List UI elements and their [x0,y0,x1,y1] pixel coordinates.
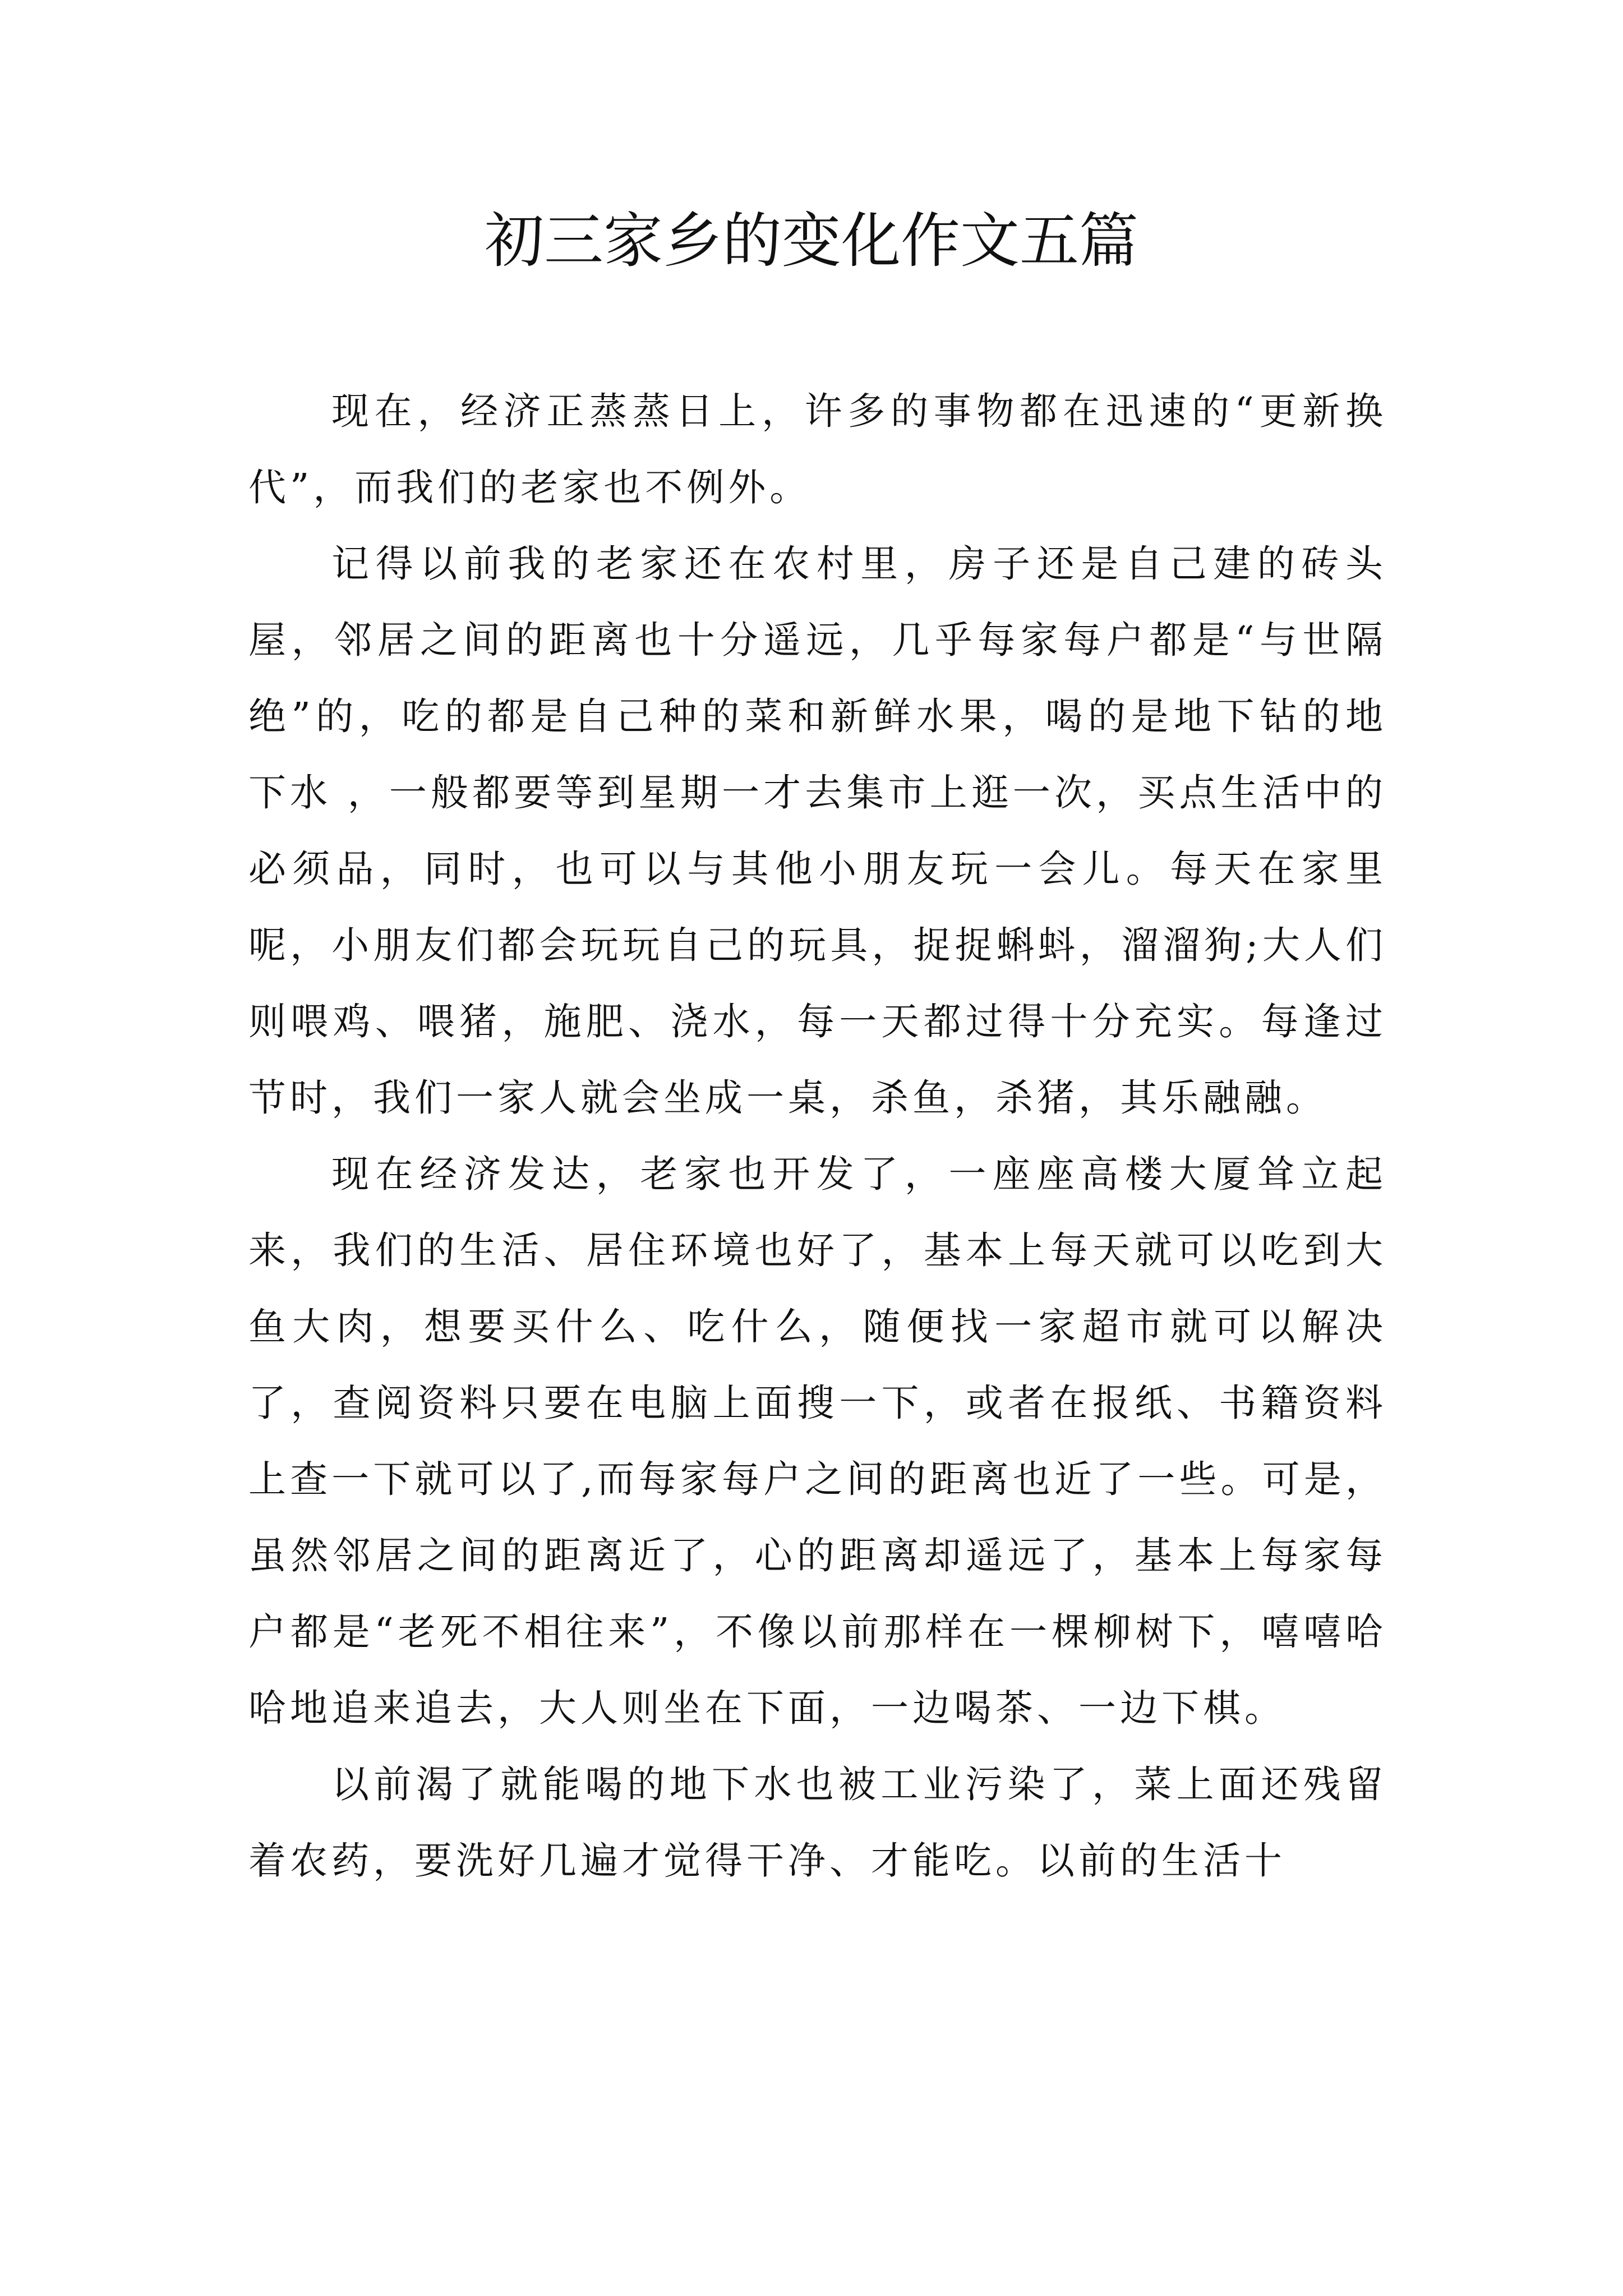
document-title: 初三家乡的变化作文五篇 [485,206,1138,275]
paragraph-2: 记得以前我的老家还在农村里，房子还是自己建的砖头屋，邻居之间的距离也十分遥远，几乎每家每户都是“与世隔绝”的，吃的都是自己种的菜和新鲜水果，喝的是地下钻的地下水 ，一般都要等到星期一才去集市上逛一次，买点生活中的必须品，同时，也可以与其他小朋友玩一会儿。每天在家里呢，小朋友们都会玩玩自己的玩具，捉捉蝌蚪，溜溜狗;大人们则喂鸡、喂猪，施肥、浇水，每一天都过得十分充实。每逢过节时，我们一家人就会坐成一桌，杀鱼，杀猪，其乐融融。 [248,542,1387,1120]
paragraph-4: 以前渴了就能喝的地下水也被工业污染了，菜上面还残留着农药，要洗好几遍才觉得干净、才能吃。以前的生活十 [248,1763,1387,1883]
paragraph-3: 现在经济发达，老家也开发了，一座座高楼大厦耸立起来，我们的生活、居住环境也好了，基本上每天就可以吃到大鱼大肉，想要买什么、吃什么，随便找一家超市就可以解决了，查阅资料只要在电脑上面搜一下，或者在报纸、书籍资料上查一下就可以了,而每家每户之间的距离也近了一些。可是，虽然邻居之间的距离近了，心的距离却遥远了，基本上每家每户都是“老死不相往来”，不像以前那样在一棵柳树下，嘻嘻哈哈地追来追去，大人则坐在下面，一边喝茶、一边下棋。 [248,1152,1387,1730]
paragraph-1: 现在，经济正蒸蒸日上，许多的事物都在迅速的“更新换代”，而我们的老家也不例外。 [248,389,1387,509]
document-body [248,373,1387,1899]
